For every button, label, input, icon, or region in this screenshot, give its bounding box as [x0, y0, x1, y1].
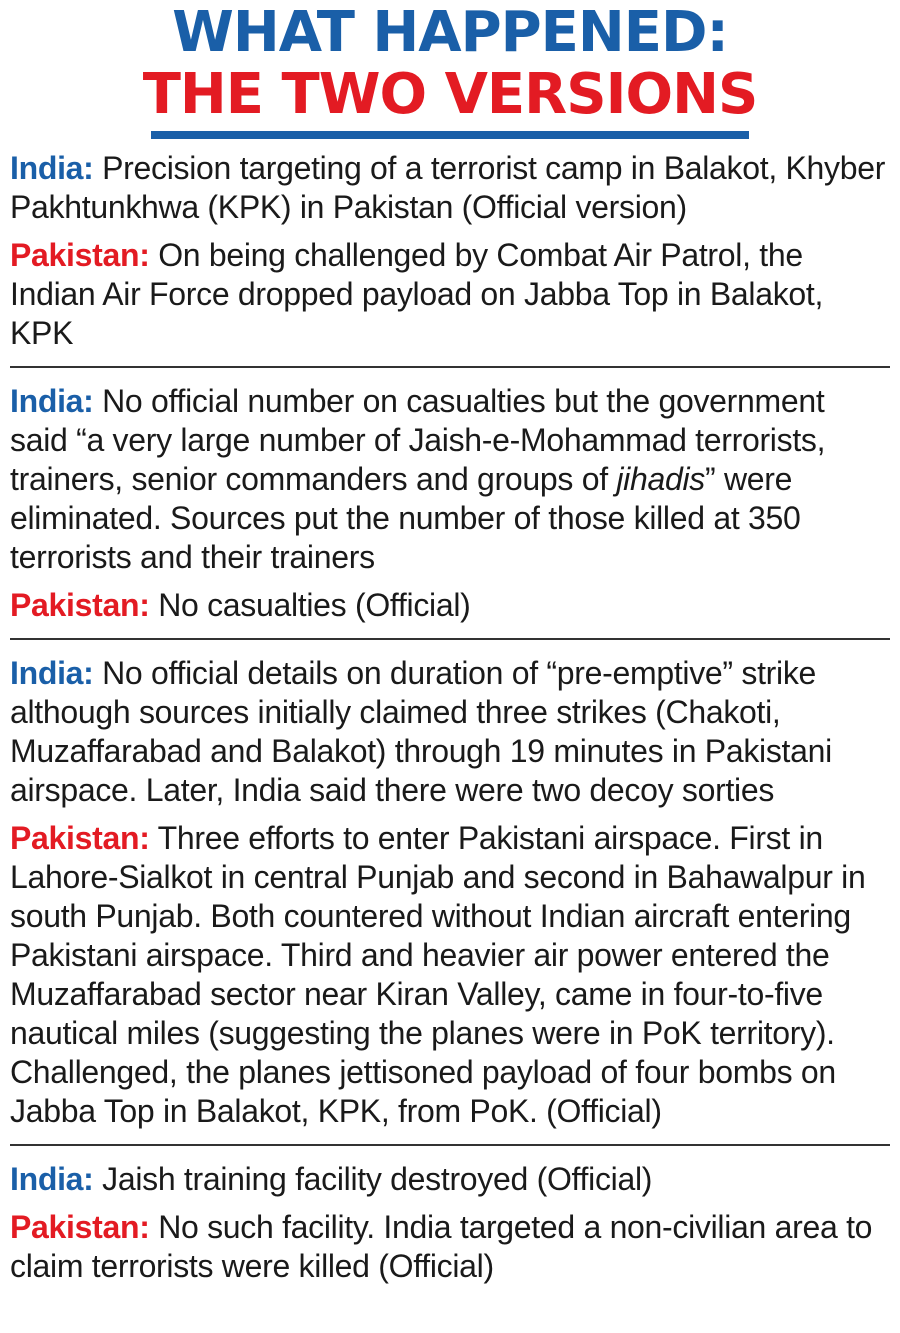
pakistan-label: Pakistan:: [10, 820, 150, 856]
india-text-continued: ” were eliminated. Sources put the number of those killed at 350 terrorists and their trainers: [10, 461, 801, 575]
pakistan-label: Pakistan:: [10, 237, 150, 273]
pakistan-version: [10, 586, 890, 625]
section-casualties: [10, 382, 890, 625]
divider: [10, 1144, 890, 1146]
pakistan-text: On being challenged by Combat Air Patrol, the Indian Air Force dropped payload on Jabba Top in Balakot, KPK: [10, 237, 824, 351]
india-version: [10, 382, 890, 577]
title-line-1: WHAT HAPPENED:: [172, 0, 728, 65]
india-text: No official number on casualties but the government said “a very large number of Jaish-e-Mohammad terrorists, trainers, senior commanders and groups of: [10, 383, 826, 497]
title-line-2: THE TWO VERSIONS: [142, 62, 758, 127]
india-version: [10, 149, 890, 227]
section-strikes: [10, 654, 890, 1131]
title-underline: [151, 131, 749, 139]
header: [0, 0, 900, 139]
india-text: Precision targeting of a terrorist camp in Balakot, Khyber Pakhtunkhwa (KPK) in Pakistan (Official version): [10, 150, 886, 225]
divider: [10, 366, 890, 368]
india-version: [10, 654, 890, 810]
india-label: India:: [10, 150, 94, 186]
divider: [10, 638, 890, 640]
india-label: India:: [10, 1161, 94, 1197]
pakistan-text: Three efforts to enter Pakistani airspace. First in Lahore-Sialkot in central Punjab and second in Bahawalpur in south Punjab. Both countered without Indian aircraft entering Pakistani airspace. Third and heavier air power entered the Muzaffarabad sector near Kiran Valley, came in four-to-five nautical miles (suggesting the planes were in PoK territory). Challenged, the planes jettisoned payload of four bombs on Jabba Top in Balakot, KPK, from PoK. (Official): [10, 820, 866, 1129]
pakistan-label: Pakistan:: [10, 587, 150, 623]
pakistan-version: [10, 819, 890, 1131]
india-text-italic: jihadis: [616, 461, 705, 497]
india-label: India:: [10, 383, 94, 419]
india-text: Jaish training facility destroyed (Official): [102, 1161, 653, 1197]
pakistan-version: [10, 236, 890, 353]
pakistan-text: No casualties (Official): [158, 587, 471, 623]
india-version: [10, 1160, 890, 1199]
pakistan-version: [10, 1208, 890, 1286]
section-facility: [10, 1160, 890, 1286]
pakistan-label: Pakistan:: [10, 1209, 150, 1245]
section-target: [10, 149, 890, 353]
india-label: India:: [10, 655, 94, 691]
india-text: No official details on duration of “pre-emptive” strike although sources initially claimed three strikes (Chakoti, Muzaffarabad and Balakot) through 19 minutes in Pakistani airspace. Later, India said there were two decoy sorties: [10, 655, 832, 808]
comparison-content: [0, 139, 900, 1286]
pakistan-text: No such facility. India targeted a non-civilian area to claim terrorists were killed (Official): [10, 1209, 873, 1284]
